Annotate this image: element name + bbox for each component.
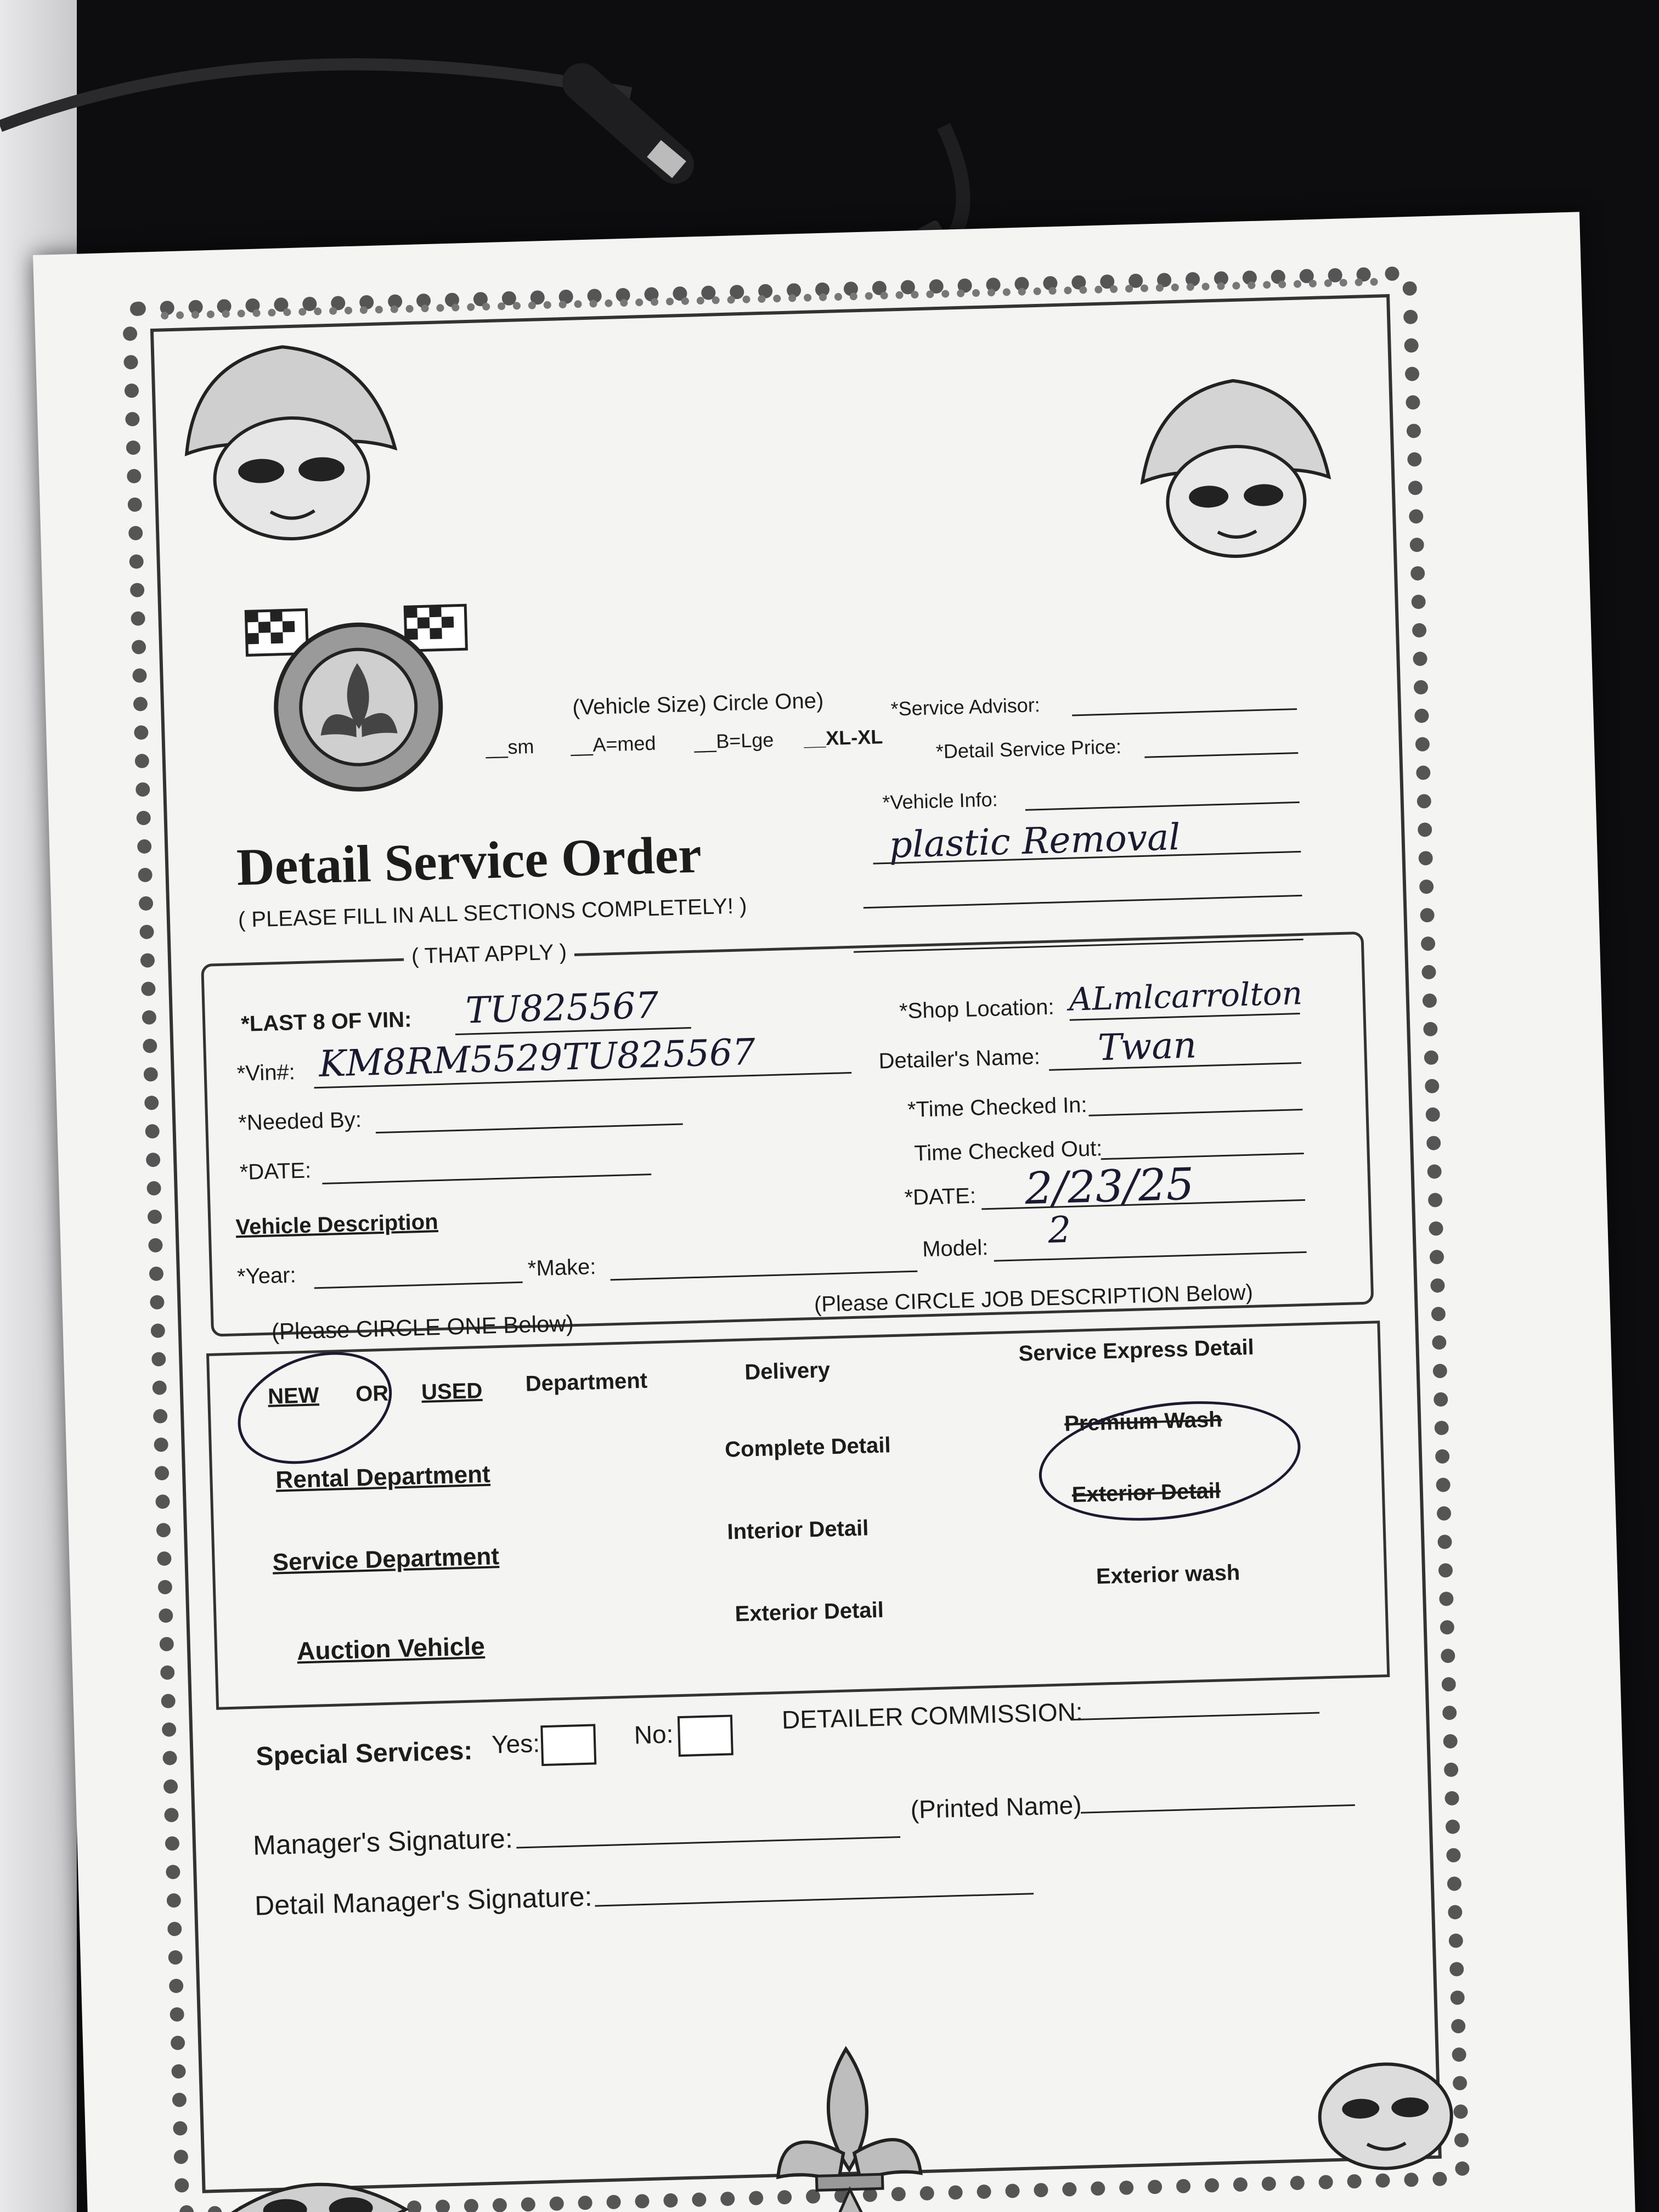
size-option-a-med[interactable]: __A=med: [570, 731, 656, 757]
special-no-checkbox[interactable]: [678, 1714, 733, 1757]
detailer-name-label: Detailer's Name:: [878, 1045, 1041, 1074]
special-yes-checkbox[interactable]: [540, 1724, 596, 1766]
option-service-express-detail[interactable]: Service Express Detail: [1018, 1335, 1255, 1366]
vehicle-info-handwritten: plastic Removal: [888, 816, 1181, 866]
vehicle-info-label: *Vehicle Info:: [882, 788, 998, 814]
make-label: *Make:: [527, 1255, 597, 1281]
printed-name-label: (Printed Name): [910, 1790, 1082, 1824]
special-services-label: Special Services:: [255, 1736, 473, 1771]
fleur-de-lis-bottom-icon: [758, 2041, 939, 2212]
mask-bottom-left-icon: [218, 2143, 418, 2212]
option-complete-detail[interactable]: Complete Detail: [724, 1433, 891, 1462]
jester-mask-top-right-icon: [1122, 361, 1347, 575]
needed-by-label: *Needed By:: [238, 1107, 362, 1136]
detailer-commission-label: DETAILER COMMISSION:: [781, 1697, 1084, 1734]
circle-one-note: (Please CIRCLE ONE Below): [271, 1310, 574, 1345]
size-option-b-lge[interactable]: __B=Lge: [693, 728, 774, 753]
vehicle-description-heading: Vehicle Description: [235, 1210, 439, 1240]
shop-location-label: *Shop Location:: [899, 995, 1055, 1024]
form-title: Detail Service Order: [235, 825, 703, 897]
year-label: *Year:: [236, 1263, 297, 1289]
option-service-department[interactable]: Service Department: [272, 1543, 500, 1576]
date-right-label: *DATE:: [904, 1183, 977, 1210]
option-exterior-wash[interactable]: Exterior wash: [1096, 1560, 1240, 1589]
jester-mask-top-left-icon: [161, 321, 420, 559]
option-used[interactable]: USED: [421, 1378, 483, 1405]
time-checked-in-label: *Time Checked In:: [907, 1092, 1088, 1122]
department-label: Department: [525, 1368, 648, 1396]
last8-vin-handwritten: TU825567: [465, 984, 659, 1032]
size-option-xl[interactable]: __XL-XL: [803, 725, 883, 751]
vin-label: *Vin#:: [236, 1060, 296, 1086]
date-right-handwritten: 2/23/25: [1024, 1158, 1195, 1215]
shop-location-handwritten: ALmlcarrolton: [1068, 974, 1303, 1018]
form-subtitle: ( PLEASE FILL IN ALL SECTIONS COMPLETELY! ): [238, 894, 747, 933]
option-delivery[interactable]: Delivery: [744, 1358, 831, 1385]
logo-badge-icon: [240, 594, 476, 798]
date-left-label: *DATE:: [239, 1158, 312, 1185]
logo-seal: [240, 594, 476, 798]
special-yes-label: Yes:: [491, 1729, 540, 1759]
time-checked-out-label: Time Checked Out:: [913, 1136, 1103, 1166]
option-auction-vehicle[interactable]: Auction Vehicle: [296, 1632, 486, 1666]
special-no-label: No:: [634, 1719, 674, 1750]
model-label: Model:: [922, 1235, 989, 1262]
that-apply-label: ( THAT APPLY ): [403, 940, 574, 969]
option-exterior-detail-mid[interactable]: Exterior Detail: [735, 1598, 884, 1627]
option-new[interactable]: NEW: [267, 1383, 320, 1409]
jester-mask-bottom-right-icon: [1307, 2038, 1464, 2185]
option-or: OR: [355, 1381, 389, 1407]
option-rental-department[interactable]: Rental Department: [275, 1460, 491, 1494]
option-premium-wash[interactable]: Premium Wash: [1064, 1407, 1223, 1436]
last8-vin-label: *LAST 8 OF VIN:: [240, 1007, 412, 1036]
circle-job-note: (Please CIRCLE JOB DESCRIPTION Below): [814, 1280, 1254, 1317]
option-exterior-detail-right[interactable]: Exterior Detail: [1071, 1479, 1221, 1507]
size-option-sm[interactable]: __sm: [485, 735, 534, 759]
service-order-paper: [33, 212, 1636, 2212]
detailer-name-handwritten: Twan: [1097, 1024, 1198, 1069]
manager-signature-label: Manager's Signature:: [252, 1822, 514, 1861]
model-handwritten: 2: [1047, 1208, 1072, 1252]
option-interior-detail[interactable]: Interior Detail: [726, 1516, 869, 1544]
detail-manager-signature-label: Detail Manager's Signature:: [254, 1881, 593, 1921]
service-advisor-label: *Service Advisor:: [890, 693, 1041, 720]
vehicle-size-heading: (Vehicle Size) Circle One): [572, 689, 824, 720]
vin-handwritten: KM8RM5529TU825567: [318, 1030, 756, 1086]
detail-price-label: *Detail Service Price:: [935, 735, 1122, 763]
